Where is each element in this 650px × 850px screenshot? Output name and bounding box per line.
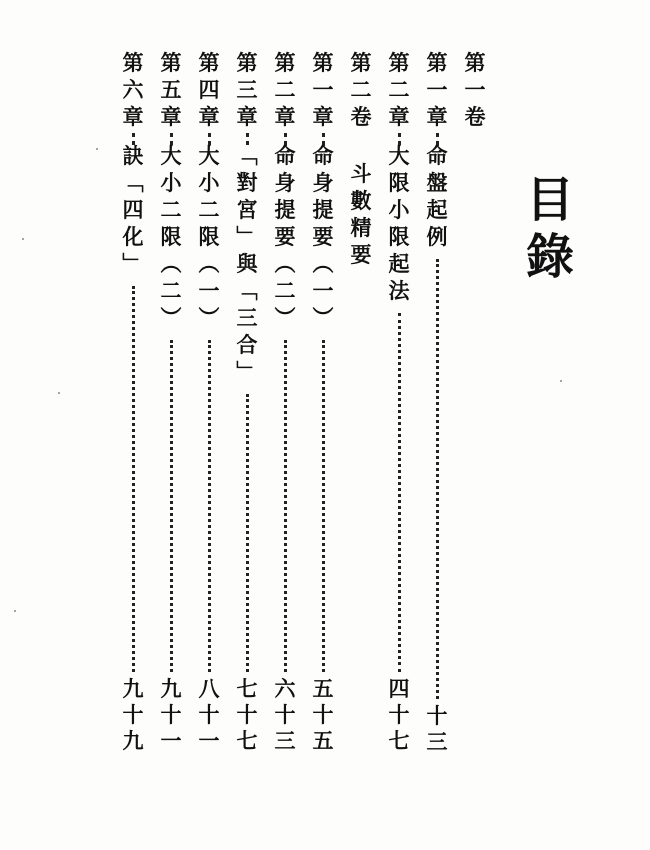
leader-dots: [170, 340, 173, 672]
chapter-number: 第 二 章: [388, 50, 410, 129]
leader-dots: [208, 340, 211, 672]
chapter-title: 訣 ﹁ 四 化 ﹂: [122, 143, 144, 276]
page-number: 九 十 一: [160, 676, 182, 753]
page-number: 四 十 七: [388, 676, 410, 753]
toc-entry-8[interactable]: [116, 50, 150, 753]
chapter-title: 大 小 二 限 ︵ 一 ︶: [198, 143, 220, 330]
leader-dots: [132, 286, 135, 672]
chapter-number: 第 二 章: [274, 50, 296, 129]
leader-dots: [398, 313, 401, 672]
toc-entry-7[interactable]: [154, 50, 188, 753]
chapter-number: 第 四 章: [198, 50, 220, 129]
volume-1-heading: [458, 52, 492, 133]
chapter-number: 第 一 章: [312, 50, 334, 129]
page-title: [520, 172, 580, 285]
chapter-title: 大 限 小 限 起 法: [388, 143, 410, 303]
chapter-title: ﹁ 對 宮 ﹂ 與 ﹁ 三 合 ﹂: [236, 143, 258, 384]
page-number: 九 十 九: [122, 676, 144, 753]
page-number: 五 十 五: [312, 676, 334, 753]
leader-dots: [436, 259, 439, 699]
toc-entry-1[interactable]: [420, 50, 454, 754]
chapter-number: 第 一 章: [426, 50, 448, 129]
page-number: 六 十 三: [274, 676, 296, 753]
chapter-number: 第 六 章: [122, 50, 144, 129]
volume-2-subtitle: 斗 數 精 要: [350, 161, 372, 267]
chapter-number: 第 五 章: [160, 50, 182, 129]
chapter-number: 第 三 章: [236, 50, 258, 129]
chapter-title: 命 身 提 要 ︵ 一 ︶: [312, 143, 334, 330]
toc-entry-6[interactable]: [192, 50, 226, 753]
toc-entry-5[interactable]: [230, 50, 264, 753]
title-char-1: 目: [525, 172, 574, 228]
page-number: 八 十 一: [198, 676, 220, 753]
volume-2-heading: [344, 52, 378, 271]
page-number: 十 三: [426, 703, 448, 754]
chapter-title: 大 小 二 限 ︵ 二 ︶: [160, 143, 182, 330]
leader-dots: [284, 340, 287, 672]
leader-dots: [322, 340, 325, 672]
toc-entry-3[interactable]: [306, 50, 340, 753]
leader-dots: [246, 394, 249, 672]
chapter-title: 命 身 提 要 ︵ 二 ︶: [274, 143, 296, 330]
toc-entry-2[interactable]: [382, 50, 416, 753]
page-number: 七 十 七: [236, 676, 258, 753]
chapter-title: 命 盤 起 例: [426, 143, 448, 249]
toc-entry-4[interactable]: [268, 50, 302, 753]
volume-1-label: 第 一 卷: [464, 50, 486, 129]
volume-2-label: 第 二 卷: [350, 50, 372, 129]
title-char-2: 錄: [525, 228, 574, 285]
